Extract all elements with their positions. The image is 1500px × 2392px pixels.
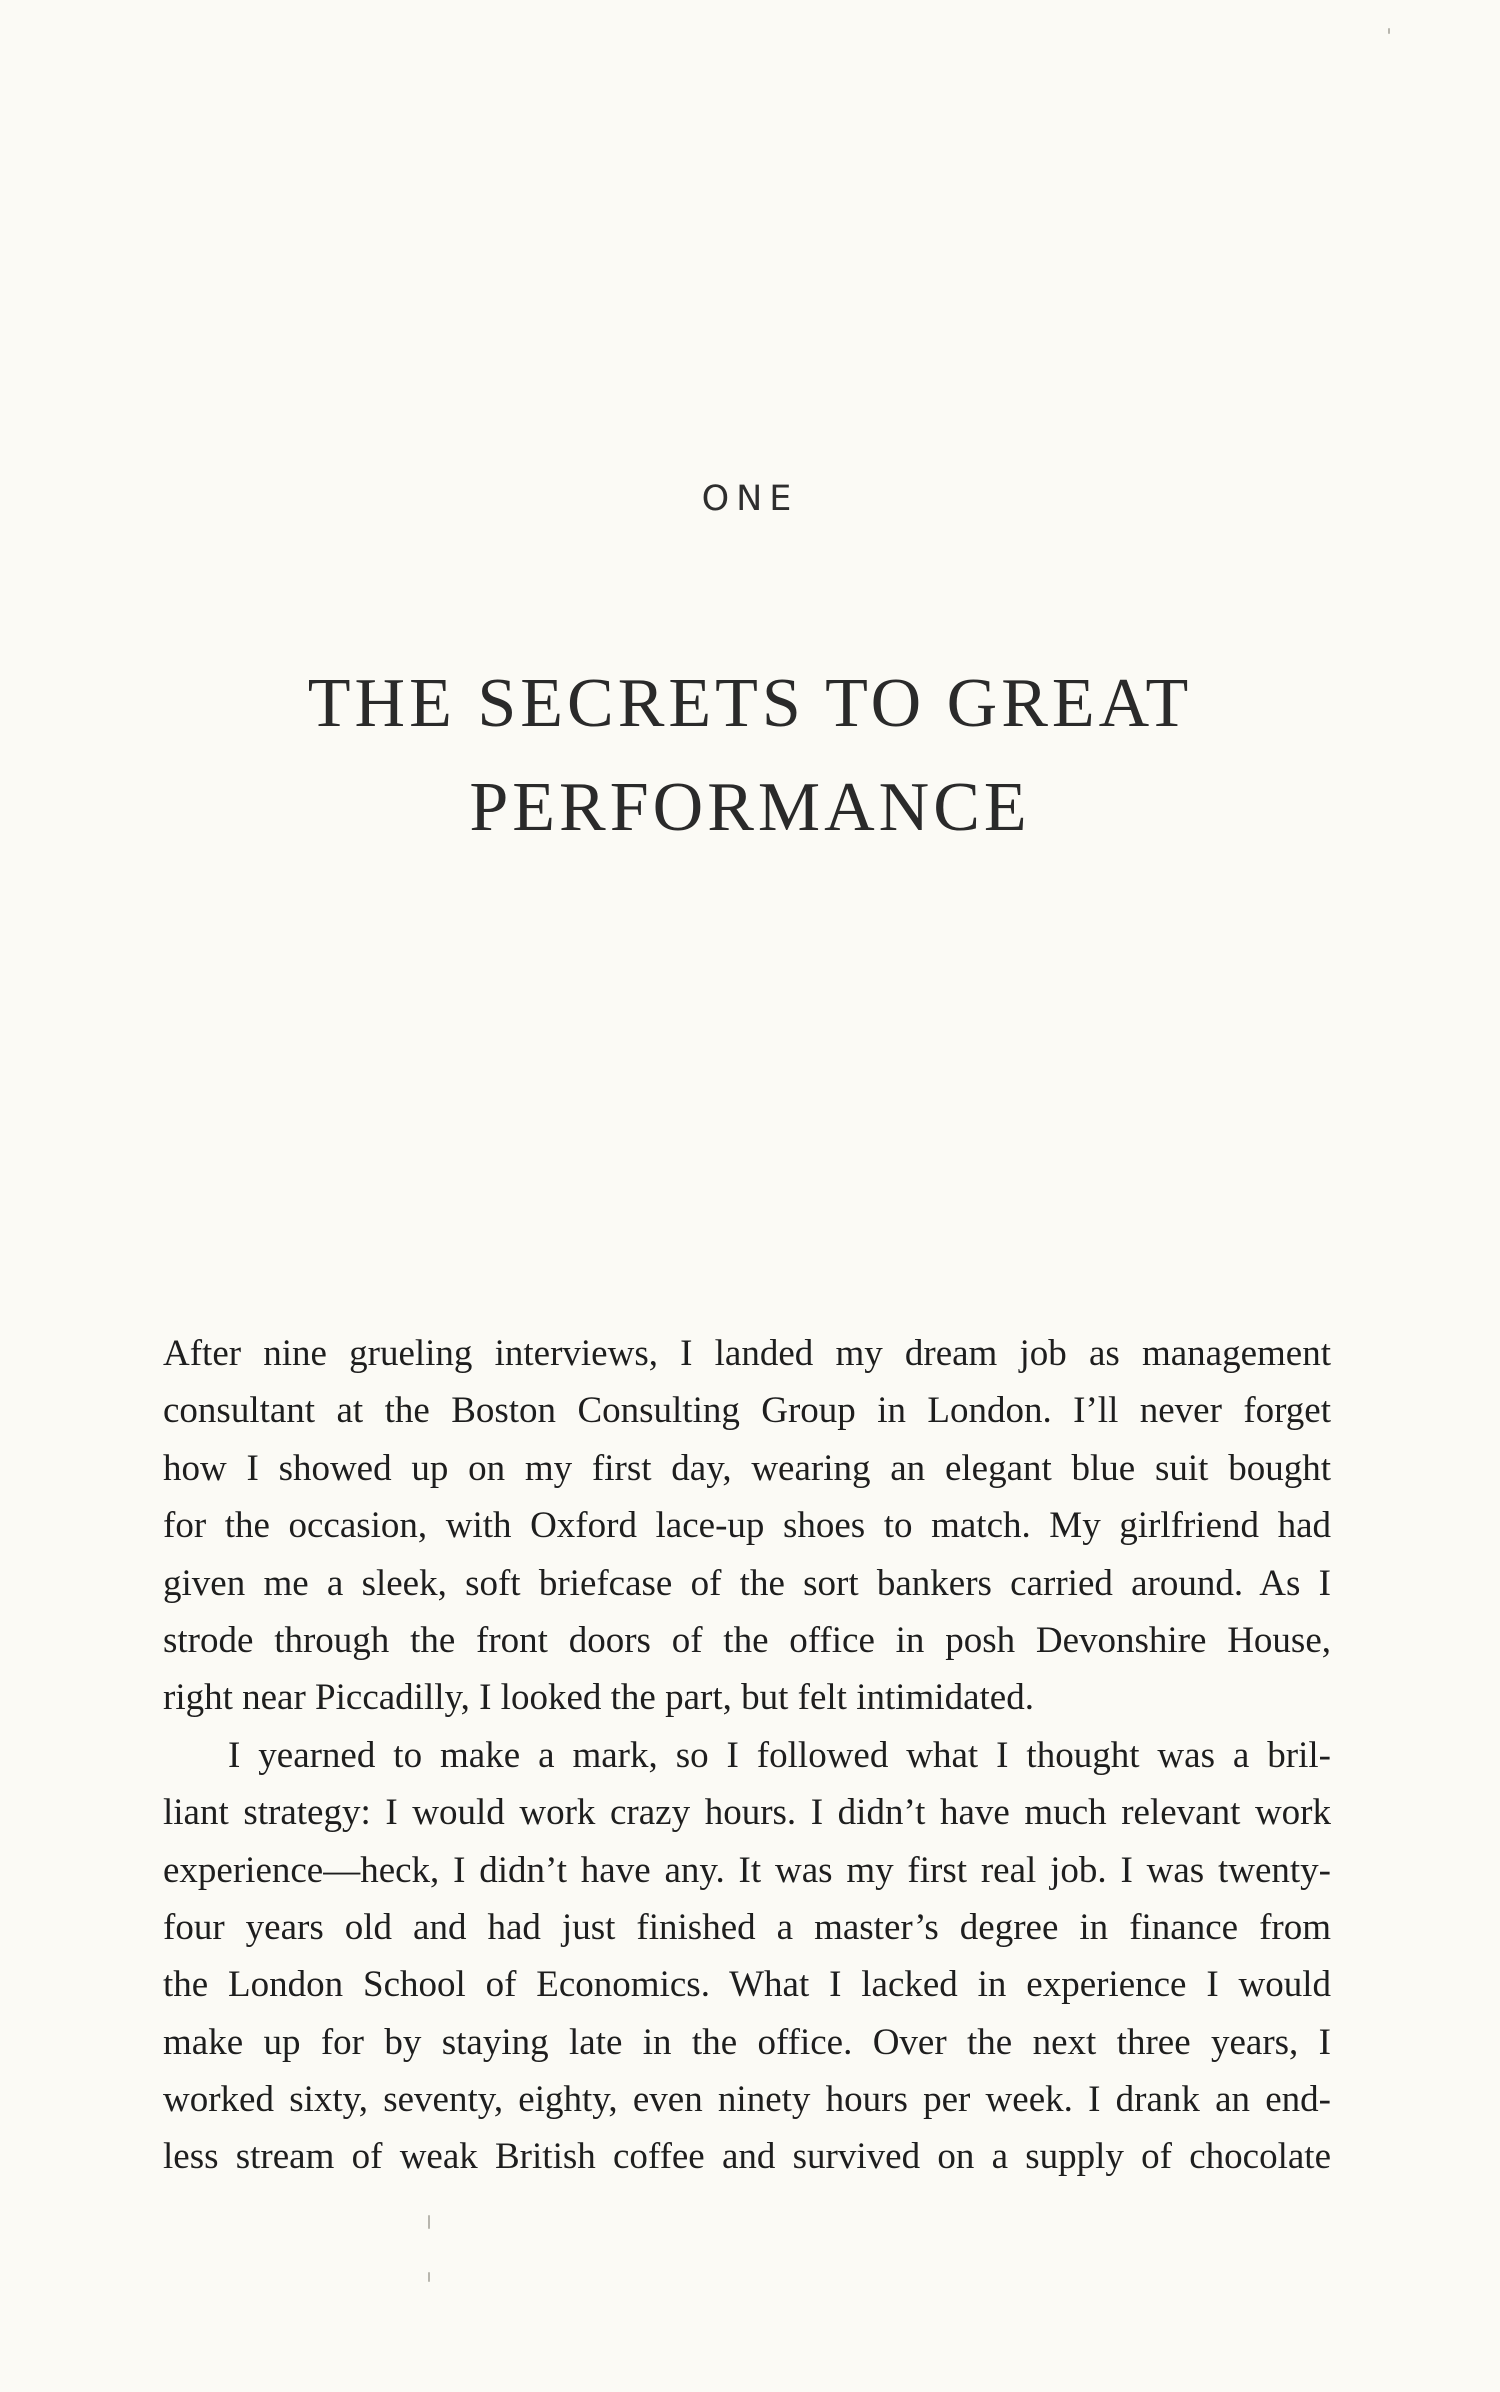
- text-line: experience—heck, I didn’t have any. It was my first real job. I was twenty-: [163, 1849, 1331, 1891]
- text-line: four years old and had just finished a master’s degree in finance from: [163, 1906, 1331, 1948]
- text-line: consultant at the Boston Consulting Group in London. I’ll never forget: [163, 1390, 1331, 1432]
- chapter-title-line: PERFORMANCE: [469, 769, 1031, 846]
- text-line: less stream of weak British coffee and survived on a supply of chocolate: [163, 2136, 1331, 2178]
- chapter-title-line: THE SECRETS TO GREAT: [307, 665, 1193, 742]
- text-line: make up for by staying late in the office. Over the next three years, I: [163, 2021, 1331, 2063]
- body-text: [163, 1325, 1331, 2186]
- scan-speck: [428, 2272, 430, 2282]
- chapter-title: [200, 652, 1300, 860]
- text-line: how I showed up on my first day, wearing an elegant blue suit bought: [163, 1447, 1331, 1489]
- scan-speck: [1388, 28, 1390, 34]
- text-line: for the occasion, with Oxford lace-up shoes to match. My girlfriend had: [163, 1505, 1331, 1547]
- paragraph-2: [163, 1727, 1331, 2186]
- text-line: right near Piccadilly, I looked the part, but felt intimidated.: [163, 1677, 1034, 1719]
- chapter-number: ONE: [701, 479, 799, 519]
- text-line: After nine grueling interviews, I landed my dream job as management: [163, 1333, 1331, 1374]
- text-line: liant strategy: I would work crazy hours. I didn’t have much relevant work: [163, 1792, 1331, 1834]
- text-line: strode through the front doors of the office in posh Devonshire House,: [163, 1619, 1331, 1661]
- text-line: the London School of Economics. What I lacked in experience I would: [163, 1964, 1331, 2006]
- scan-speck: [428, 2215, 430, 2229]
- paragraph-1: [163, 1325, 1331, 1727]
- text-line: worked sixty, seventy, eighty, even ninety hours per week. I drank an end-: [163, 2079, 1331, 2121]
- text-line: I yearned to make a mark, so I followed what I thought was a bril-: [228, 1734, 1331, 1776]
- text-line: given me a sleek, soft briefcase of the sort bankers carried around. As I: [163, 1562, 1331, 1604]
